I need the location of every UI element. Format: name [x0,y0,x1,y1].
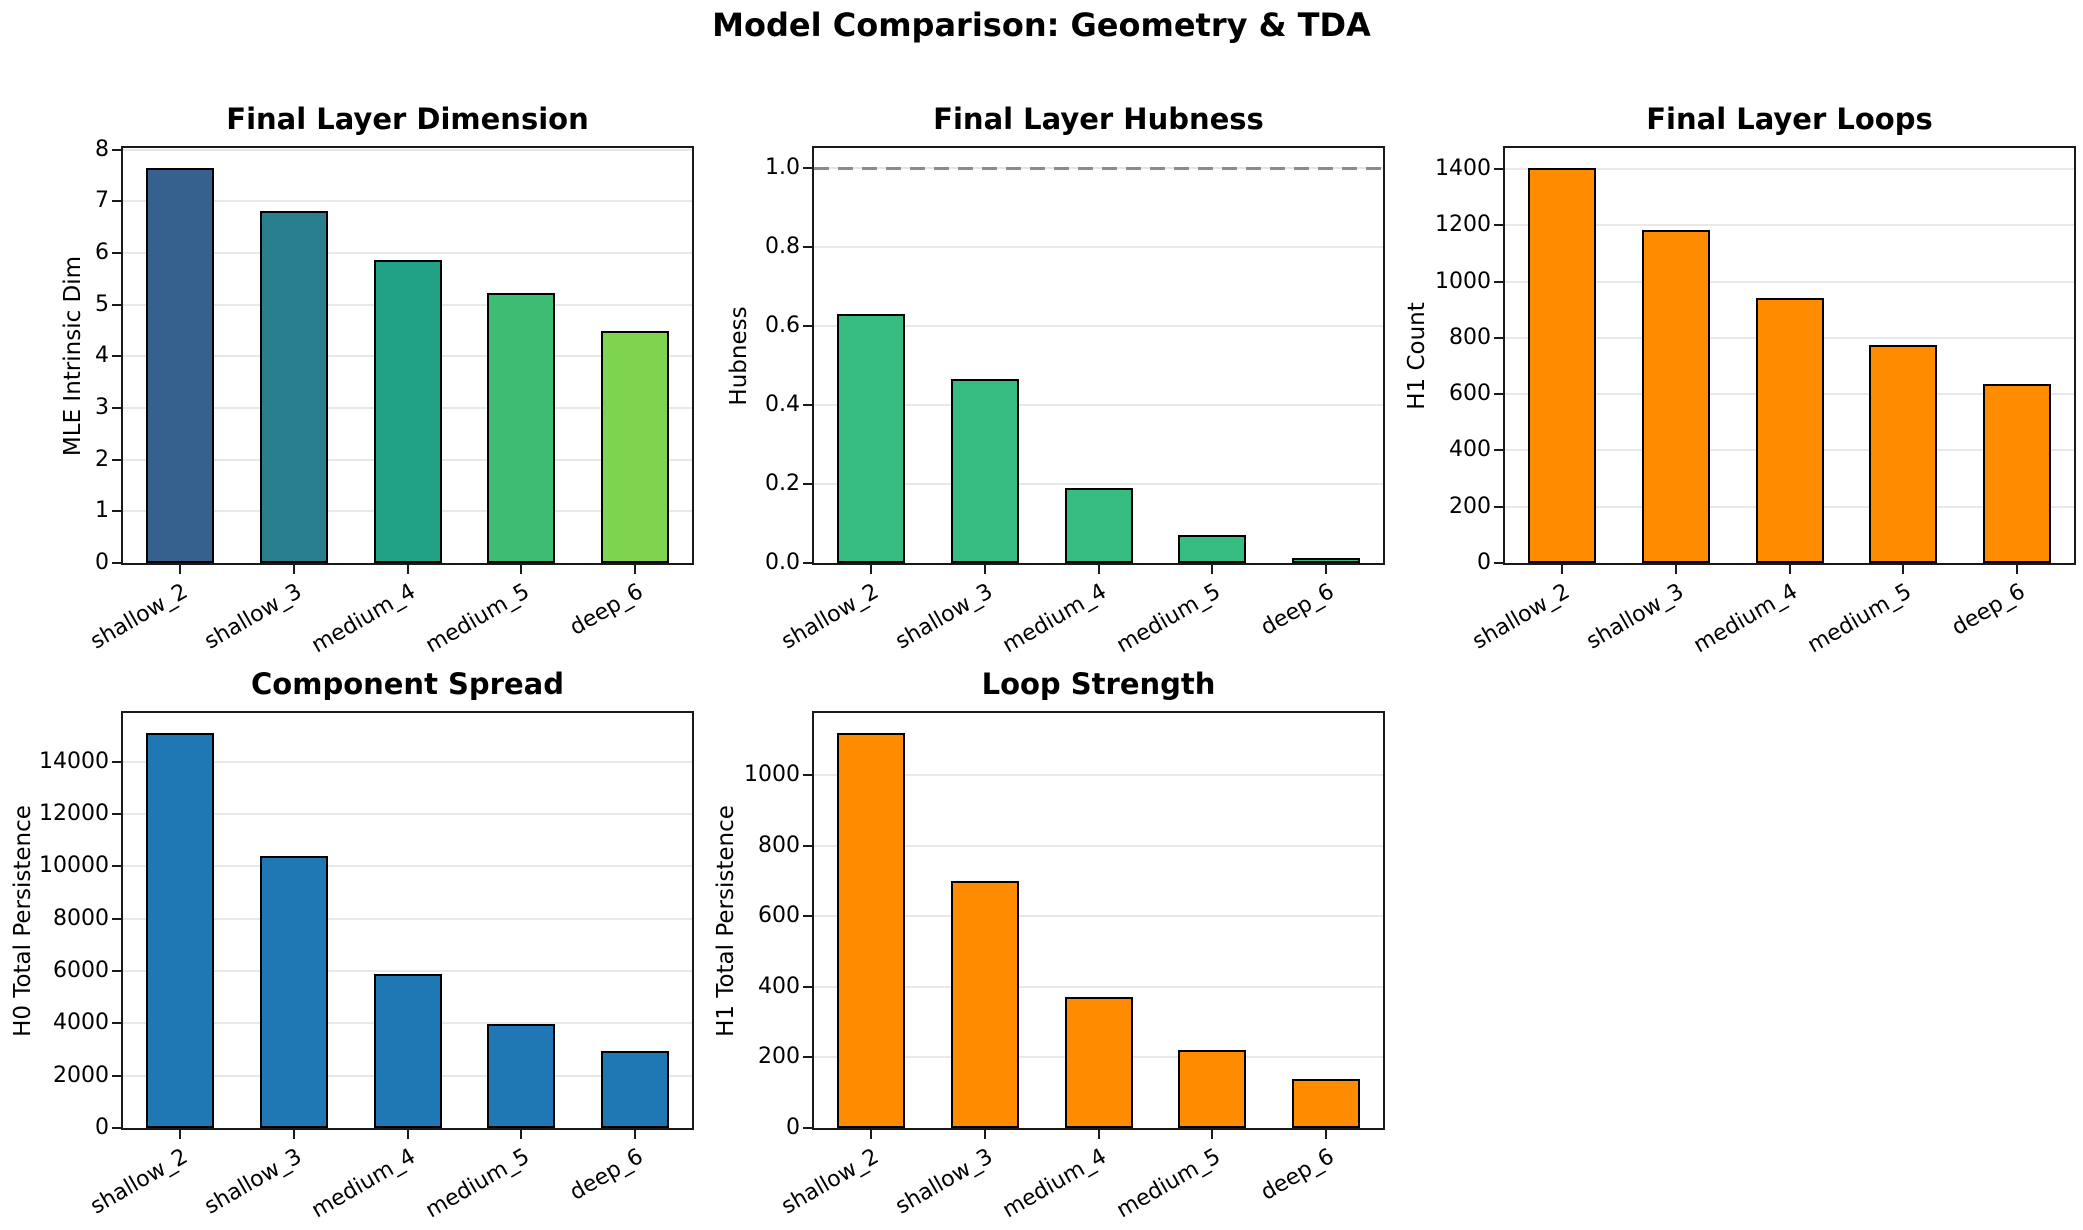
x-tick-label-text: shallow_3 [891,579,998,655]
y-tick [112,813,121,815]
x-tick-label-text: shallow_3 [200,579,307,655]
y-tick [112,200,121,202]
subplot-title-component_spread: Component Spread [251,667,564,701]
y-tick-label: 1200 [1435,212,1491,238]
x-tick [179,1130,181,1139]
y-tick-label: 0 [95,1115,109,1140]
x-tick [1789,565,1791,574]
y-tick-label: 5 [95,291,109,317]
y-tick [803,404,812,406]
y-tick-label: 800 [758,832,800,858]
x-tick [1098,1130,1100,1139]
y-tick [112,761,121,763]
subplot-title-final_layer_loops: Final Layer Loops [1646,102,1933,136]
x-tick [293,1130,295,1139]
y-tick-label: 0 [95,550,109,575]
y-tick [112,970,121,972]
y-tick [1494,562,1503,564]
x-tick-label-text: medium_5 [421,579,534,659]
y-axis-label-final_layer_dimension: MLE Intrinsic Dim [59,255,86,456]
y-tick [112,1075,121,1077]
y-tick [112,252,121,254]
x-tick-label-text: deep_6 [1256,1144,1339,1206]
y-tick-label: 600 [1449,381,1491,407]
y-tick-label: 1000 [744,762,800,788]
axes-frame [121,711,694,1130]
x-tick [1325,1130,1327,1139]
y-tick [803,1127,812,1129]
x-tick [1098,565,1100,574]
x-tick [520,565,522,574]
x-tick-label-text: medium_5 [1112,1144,1225,1224]
y-tick [112,149,121,151]
x-tick-label-text: deep_6 [565,579,648,641]
y-tick-label: 6 [95,239,109,265]
y-tick-label: 7 [95,188,109,214]
y-tick-label: 0.4 [765,391,800,417]
y-tick [112,407,121,409]
subplot-title-final_layer_dimension: Final Layer Dimension [226,102,589,136]
x-tick-label-text: medium_4 [1689,579,1802,659]
x-tick [407,565,409,574]
subplot-title-loop_strength: Loop Strength [981,667,1216,701]
x-tick-label-text: medium_5 [421,1144,534,1224]
y-tick [803,915,812,917]
x-tick-label-text: medium_4 [998,579,1111,659]
x-tick [870,565,872,574]
y-tick [112,918,121,920]
y-tick-label: 2000 [53,1062,109,1088]
y-tick [1494,506,1503,508]
y-tick [803,562,812,564]
x-tick [1211,565,1213,574]
y-tick-label: 10000 [39,853,109,879]
x-tick [1902,565,1904,574]
y-tick [112,1022,121,1024]
x-tick [634,1130,636,1139]
x-tick [1211,1130,1213,1139]
y-axis-label-component_spread: H0 Total Persistence [9,804,36,1037]
y-tick-label: 1 [95,498,109,524]
y-tick-label: 1.0 [765,154,800,180]
subplot-title-final_layer_hubness: Final Layer Hubness [933,102,1264,136]
x-tick-label-text: medium_5 [1112,579,1225,659]
y-tick [1494,168,1503,170]
y-tick [803,1056,812,1058]
x-tick [984,565,986,574]
y-tick [1494,224,1503,226]
y-tick-label: 6000 [53,957,109,983]
x-tick [407,1130,409,1139]
x-tick-label-text: shallow_3 [200,1144,307,1220]
x-tick [2016,565,2018,574]
y-axis-label-final_layer_loops: H1 Count [1404,301,1430,410]
y-tick [803,986,812,988]
y-tick [112,355,121,357]
y-tick-label: 8000 [53,905,109,931]
y-tick-label: 200 [1449,493,1491,519]
x-tick [870,1130,872,1139]
y-tick-label: 3 [95,394,109,420]
x-tick [634,565,636,574]
y-tick-label: 0.8 [765,233,800,259]
y-axis-label-final_layer_hubness: Hubness [725,305,752,406]
axes-frame [1503,146,2076,565]
x-tick [293,565,295,574]
y-tick [112,459,121,461]
y-tick-label: 1400 [1435,156,1491,182]
y-tick-label: 8 [95,136,109,162]
y-tick-label: 400 [758,973,800,999]
x-tick-label-text: deep_6 [1256,579,1339,641]
y-tick [1494,449,1503,451]
y-tick-label: 200 [758,1044,800,1070]
y-tick-label: 4000 [53,1010,109,1036]
axes-frame [812,711,1385,1130]
x-tick-label-text: shallow_2 [1468,579,1575,655]
y-tick-label: 0.2 [765,470,800,496]
y-tick-label: 12000 [39,800,109,826]
y-tick [1494,393,1503,395]
y-tick [1494,337,1503,339]
y-tick [803,483,812,485]
y-tick [112,562,121,564]
x-tick [1561,565,1563,574]
x-tick-label-text: shallow_3 [1582,579,1689,655]
y-tick [112,1127,121,1129]
y-tick-label: 4 [95,343,109,369]
x-tick [179,565,181,574]
y-tick [803,246,812,248]
y-tick-label: 800 [1449,324,1491,350]
y-tick-label: 0 [1477,550,1491,575]
x-tick-label-text: shallow_2 [86,579,193,655]
y-tick-label: 0 [786,1115,800,1140]
figure-title: Model Comparison: Geometry & TDA [712,6,1371,44]
y-tick [803,325,812,327]
y-axis-label-loop_strength: H1 Total Persistence [713,804,739,1037]
x-tick-label-text: deep_6 [1947,579,2030,641]
y-tick-label: 2 [95,446,109,472]
axes-frame [121,146,694,565]
x-tick-label-text: shallow_3 [891,1144,998,1220]
x-tick-label-text: shallow_2 [777,579,884,655]
x-tick [1675,565,1677,574]
x-tick-label-text: deep_6 [565,1144,648,1206]
x-tick-label-text: medium_5 [1803,579,1916,659]
y-tick [112,865,121,867]
y-tick [803,774,812,776]
x-tick-label-text: medium_4 [307,579,420,659]
y-tick [1494,281,1503,283]
y-tick-label: 1000 [1435,268,1491,294]
y-tick [803,845,812,847]
x-tick-label-text: shallow_2 [86,1144,193,1220]
y-tick [112,510,121,512]
y-tick [803,167,812,169]
y-tick-label: 600 [758,903,800,929]
y-tick-label: 14000 [39,748,109,774]
x-tick [984,1130,986,1139]
x-tick-label-text: shallow_2 [777,1144,884,1220]
y-tick-label: 400 [1449,437,1491,463]
x-tick-label-text: medium_4 [998,1144,1111,1224]
x-tick [520,1130,522,1139]
y-tick-label: 0.6 [765,312,800,338]
axes-frame [812,146,1385,565]
x-tick [1325,565,1327,574]
x-tick-label-text: medium_4 [307,1144,420,1224]
y-tick-label: 0.0 [765,550,800,575]
y-tick [112,304,121,306]
